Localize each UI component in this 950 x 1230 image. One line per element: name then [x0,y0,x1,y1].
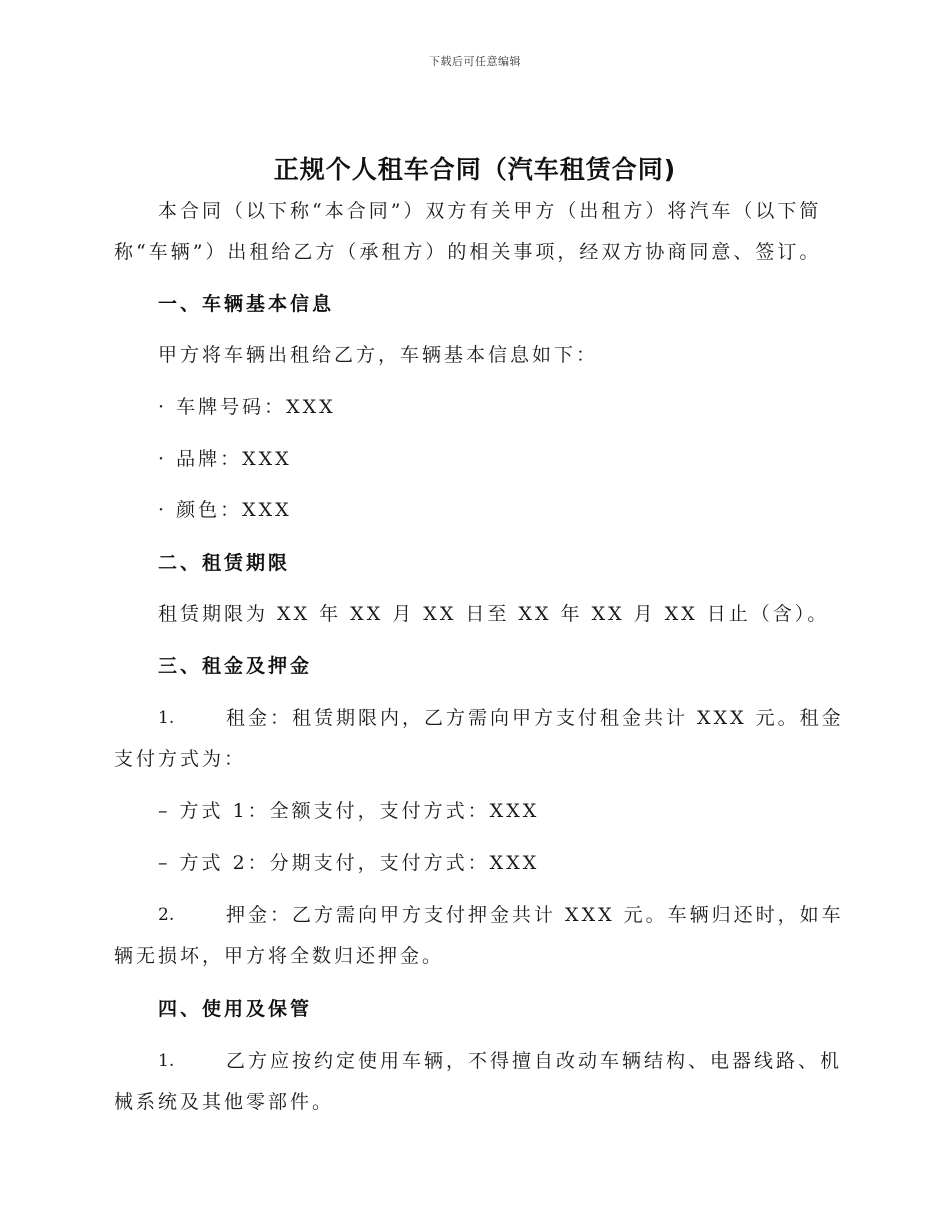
section-4-item-1-line-1: 乙方应按约定使用车辆，不得擅自改动车辆结构、电器线路、机 [226,1050,843,1072]
section-3-item-2-line-2: 辆无损坏，甲方将全数归还押金。 [114,945,445,967]
section-4-item-1-line-2: 械系统及其他零部件。 [114,1091,335,1113]
list-item-plate-number: · 车牌号码：XXX [158,396,336,418]
section-1-heading: 一、车辆基本信息 [158,293,335,315]
document-title: 正规个人租车合同（汽车租赁合同) [273,155,677,184]
section-3-item-1-line-1: 租金：租赁期限内，乙方需向甲方支付租金共计 XXX 元。租金 [226,707,844,729]
intro-line-1: 本合同（以下称“本合同”）双方有关甲方（出租方）将汽车（以下简 [158,200,822,222]
section-4-item-1-number: 1. [158,1051,175,1071]
section-2-text: 租赁期限为 XX 年 XX 月 XX 日至 XX 年 XX 月 XX 日止（含）。 [158,603,830,625]
intro-line-2: 称“车辆”）出租给乙方（承租方）的相关事项，经双方协商同意、签订。 [114,241,822,263]
list-item-brand: · 品牌：XXX [158,448,292,470]
payment-method-2: – 方式 2：分期支付，支付方式：XXX [158,852,540,874]
section-4-heading: 四、使用及保管 [158,998,313,1020]
section-3-item-2-line-1: 押金：乙方需向甲方支付押金共计 XXX 元。车辆归还时，如车 [226,904,844,926]
list-item-color: · 颜色：XXX [158,499,292,521]
payment-method-1: – 方式 1：全额支付，支付方式：XXX [158,800,540,822]
section-3-item-2-number: 2. [158,905,175,925]
section-2-heading: 二、租赁期限 [158,552,291,574]
section-3-item-1-line-2: 支付方式为： [114,748,247,770]
section-3-heading: 三、租金及押金 [158,655,313,677]
section-1-lead: 甲方将车辆出租给乙方，车辆基本信息如下： [158,344,599,366]
header-note: 下载后可任意编辑 [429,55,521,68]
section-3-item-1-number: 1. [158,708,175,728]
